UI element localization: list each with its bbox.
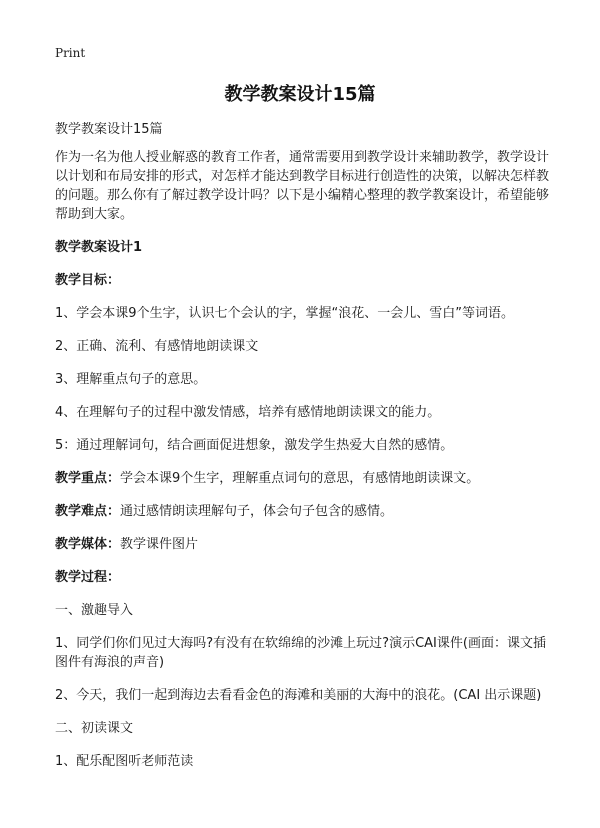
intro-paragraph: 作为一名为他人授业解惑的教育工作者，通常需要用到教学设计来辅助教学，教学设计以计划和布局安排的形式，对怎样才能达到教学目标进行创造性的决策，以解决怎样教的问题。那么你有了解过教学设计吗？以下是小编精心整理的教学教案设计，希望能够帮助到大家。: [55, 150, 550, 222]
step-item: 1、配乐配图听老师范读: [55, 754, 194, 769]
doc-subtitle: 教学教案设计15篇: [55, 122, 163, 137]
page-title: 教学教案设计15篇: [224, 84, 376, 105]
step-title: 二、初读课文: [55, 721, 134, 736]
difficulty-label: 教学难点：: [55, 504, 121, 519]
step-item: 2、今天，我们一起到海边去看看金色的海滩和美丽的大海中的浪花。(CAI 出示课题): [55, 688, 542, 703]
goal-item: 2、正确、流利、有感情地朗读课文: [55, 339, 259, 354]
key-point-text: 学会本课9个生字，理解重点词句的意思，有感情地朗读课文。: [120, 471, 480, 486]
step-title: 一、激趣导入: [55, 603, 134, 618]
difficulty-text: 通过感情朗读理解句子，体会句子包含的感情。: [120, 504, 394, 519]
goal-item: 1、学会本课9个生字，认识七个会认的字，掌握“浪花、一会儿、雪白”等词语。: [55, 306, 515, 321]
difficulty-row: [55, 502, 550, 521]
media-row: [55, 535, 550, 554]
step-item: 1、同学们你们见过大海吗?有没有在软绵绵的沙滩上玩过?演示CAI课件(画面：课文插图件有海浪的声音): [55, 636, 546, 670]
goal-item: 5：通过理解词句，结合画面促进想象，激发学生热爱大自然的感情。: [55, 438, 454, 453]
goal-item: 3、理解重点句子的意思。: [55, 372, 207, 387]
section-title: 教学教案设计1: [55, 240, 143, 255]
process-heading: 教学过程：: [55, 570, 121, 585]
print-label[interactable]: Print: [55, 46, 86, 60]
key-point-row: [55, 469, 550, 488]
key-point-label: 教学重点：: [55, 471, 121, 486]
document-body: [55, 120, 550, 785]
goals-heading: 教学目标：: [55, 273, 121, 288]
media-text: 教学课件图片: [120, 537, 199, 552]
media-label: 教学媒体：: [55, 537, 121, 552]
goal-item: 4、在理解句子的过程中激发情感，培养有感情地朗读课文的能力。: [55, 405, 441, 420]
